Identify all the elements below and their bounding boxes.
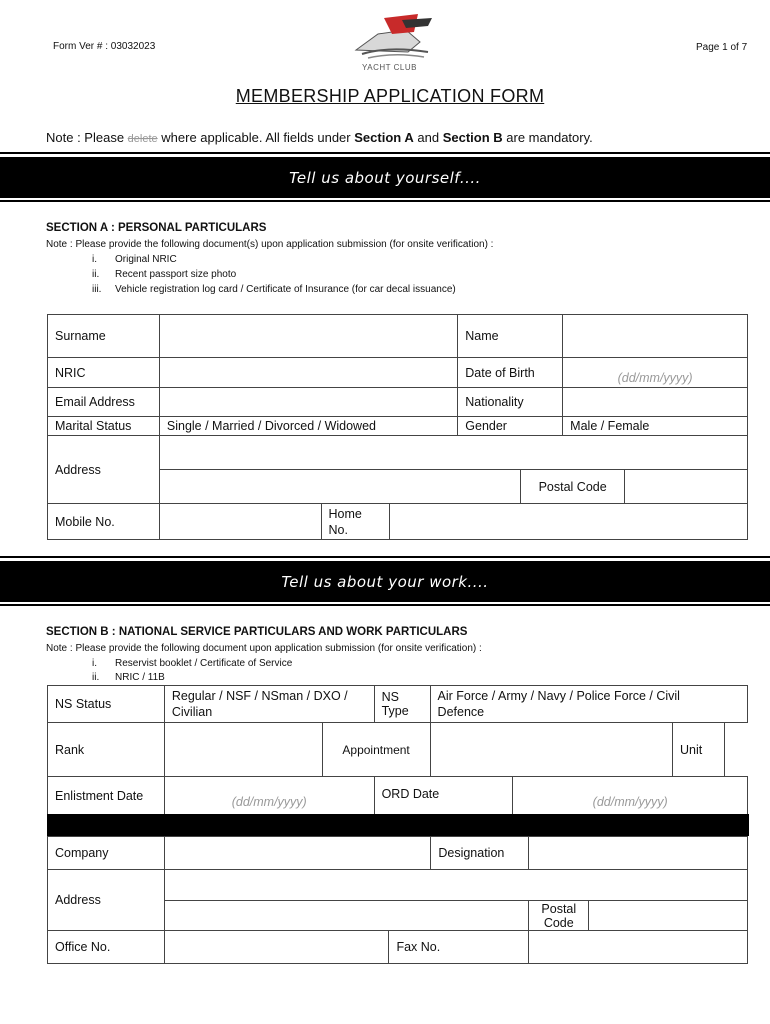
rank-input[interactable]: [164, 723, 322, 777]
section-b-note: Note : Please provide the following document upon application submission (for onsite verification) :: [46, 643, 482, 654]
work-address-line-1-input[interactable]: [164, 870, 747, 901]
section-a-doc-3: iii. Vehicle registration log card / Certificate of Insurance (for car decal issuance): [92, 284, 456, 295]
company-label: Company: [48, 837, 165, 870]
banner-a-bottom-line: [0, 200, 770, 202]
fax-no-input[interactable]: [529, 931, 748, 964]
note-middle: where applicable. All fields under: [161, 130, 351, 145]
home-no-input[interactable]: [390, 504, 748, 540]
banner-a-text: Tell us about yourself....: [289, 169, 481, 187]
mobile-input[interactable]: [159, 504, 321, 540]
section-a-doc-2: ii. Recent passport size photo: [92, 269, 237, 280]
section-a-title: SECTION A : PERSONAL PARTICULARS: [46, 222, 267, 234]
banner-about-yourself: [0, 157, 770, 198]
dob-input[interactable]: (dd/mm/yyyy): [563, 358, 748, 388]
designation-input[interactable]: [529, 837, 748, 870]
surname-input[interactable]: [159, 315, 457, 358]
mandatory-note: [46, 130, 593, 145]
marital-status-options[interactable]: Single / Married / Divorced / Widowed: [159, 417, 457, 436]
note-and: and: [417, 130, 440, 145]
enlistment-date-input[interactable]: (dd/mm/yyyy): [164, 777, 374, 815]
dob-label: Date of Birth: [458, 358, 563, 388]
note-section-a: Section A: [354, 130, 414, 145]
marital-status-label: Marital Status: [48, 417, 160, 436]
fax-no-label: Fax No.: [389, 931, 529, 964]
section-b-title: SECTION B : NATIONAL SERVICE PARTICULARS AND WORK PARTICULARS: [46, 626, 468, 638]
note-section-b: Section B: [442, 130, 503, 145]
ns-status-label: NS Status: [48, 686, 165, 723]
yacht-logo-icon: [348, 12, 436, 62]
rank-label: Rank: [48, 723, 165, 777]
email-input[interactable]: [159, 388, 457, 417]
banner-a-top-line: [0, 152, 770, 154]
enlistment-date-label: Enlistment Date: [48, 777, 165, 815]
company-input[interactable]: [164, 837, 430, 870]
ns-type-label: NS Type: [374, 686, 430, 723]
ord-date-label: ORD Date: [374, 777, 513, 815]
address-line-1-input[interactable]: [159, 436, 747, 470]
office-no-label: Office No.: [48, 931, 165, 964]
section-a-note: Note : Please provide the following document(s) upon application submission (for onsite verification) :: [46, 239, 494, 250]
gender-label: Gender: [458, 417, 563, 436]
email-label: Email Address: [48, 388, 160, 417]
ord-date-input[interactable]: (dd/mm/yyyy): [513, 777, 748, 815]
banner-b-top-line: [0, 556, 770, 558]
mobile-label: Mobile No.: [48, 504, 160, 540]
logo-text: YACHT CLUB: [362, 63, 417, 72]
home-no-label: Home No.: [321, 504, 390, 540]
page-title: MEMBERSHIP APPLICATION FORM: [235, 86, 545, 106]
address-label: Address: [48, 436, 160, 504]
appointment-label: Appointment: [322, 723, 430, 777]
postal-code-input[interactable]: [625, 470, 748, 504]
section-b-doc-1: i. Reservist booklet / Certificate of Service: [92, 658, 293, 669]
gender-options[interactable]: Male / Female: [563, 417, 748, 436]
section-divider-bar: [47, 814, 749, 836]
nationality-label: Nationality: [458, 388, 563, 417]
form-version: Form Ver # : 03032023: [53, 41, 156, 52]
work-particulars-table: [47, 836, 748, 964]
office-no-input[interactable]: [164, 931, 389, 964]
address-line-2-input[interactable]: [159, 470, 520, 504]
surname-label: Surname: [48, 315, 160, 358]
ns-particulars-table: [47, 685, 748, 815]
page-number: Page 1 of 7: [696, 42, 748, 53]
note-suffix: are mandatory.: [506, 130, 593, 145]
note-prefix: Note : Please: [46, 130, 125, 145]
name-input[interactable]: [563, 315, 748, 358]
banner-b-text: Tell us about your work....: [281, 573, 489, 591]
section-b-doc-2: ii. NRIC / 11B: [92, 672, 165, 683]
banner-b-bottom-line: [0, 604, 770, 606]
nric-label: NRIC: [48, 358, 160, 388]
section-a-doc-1: i. Original NRIC: [92, 254, 177, 265]
nric-input[interactable]: [159, 358, 457, 388]
work-postal-code-input[interactable]: [589, 901, 748, 931]
unit-input[interactable]: [724, 723, 747, 777]
work-address-label: Address: [48, 870, 165, 931]
name-label: Name: [458, 315, 563, 358]
note-strike-word: delete: [127, 133, 158, 145]
postal-code-label: Postal Code: [521, 470, 625, 504]
banner-about-work: [0, 561, 770, 602]
unit-label: Unit: [672, 723, 724, 777]
work-postal-code-label: Postal Code: [529, 901, 589, 931]
designation-label: Designation: [431, 837, 529, 870]
appointment-input[interactable]: [430, 723, 672, 777]
nationality-input[interactable]: [563, 388, 748, 417]
yacht-club-logo: [348, 12, 436, 74]
ns-type-options[interactable]: Air Force / Army / Navy / Police Force / Civil Defence: [430, 686, 747, 723]
ns-status-options[interactable]: Regular / NSF / NSman / DXO / Civilian: [164, 686, 374, 723]
personal-particulars-table: [47, 314, 748, 540]
work-address-line-2-input[interactable]: [164, 901, 528, 931]
